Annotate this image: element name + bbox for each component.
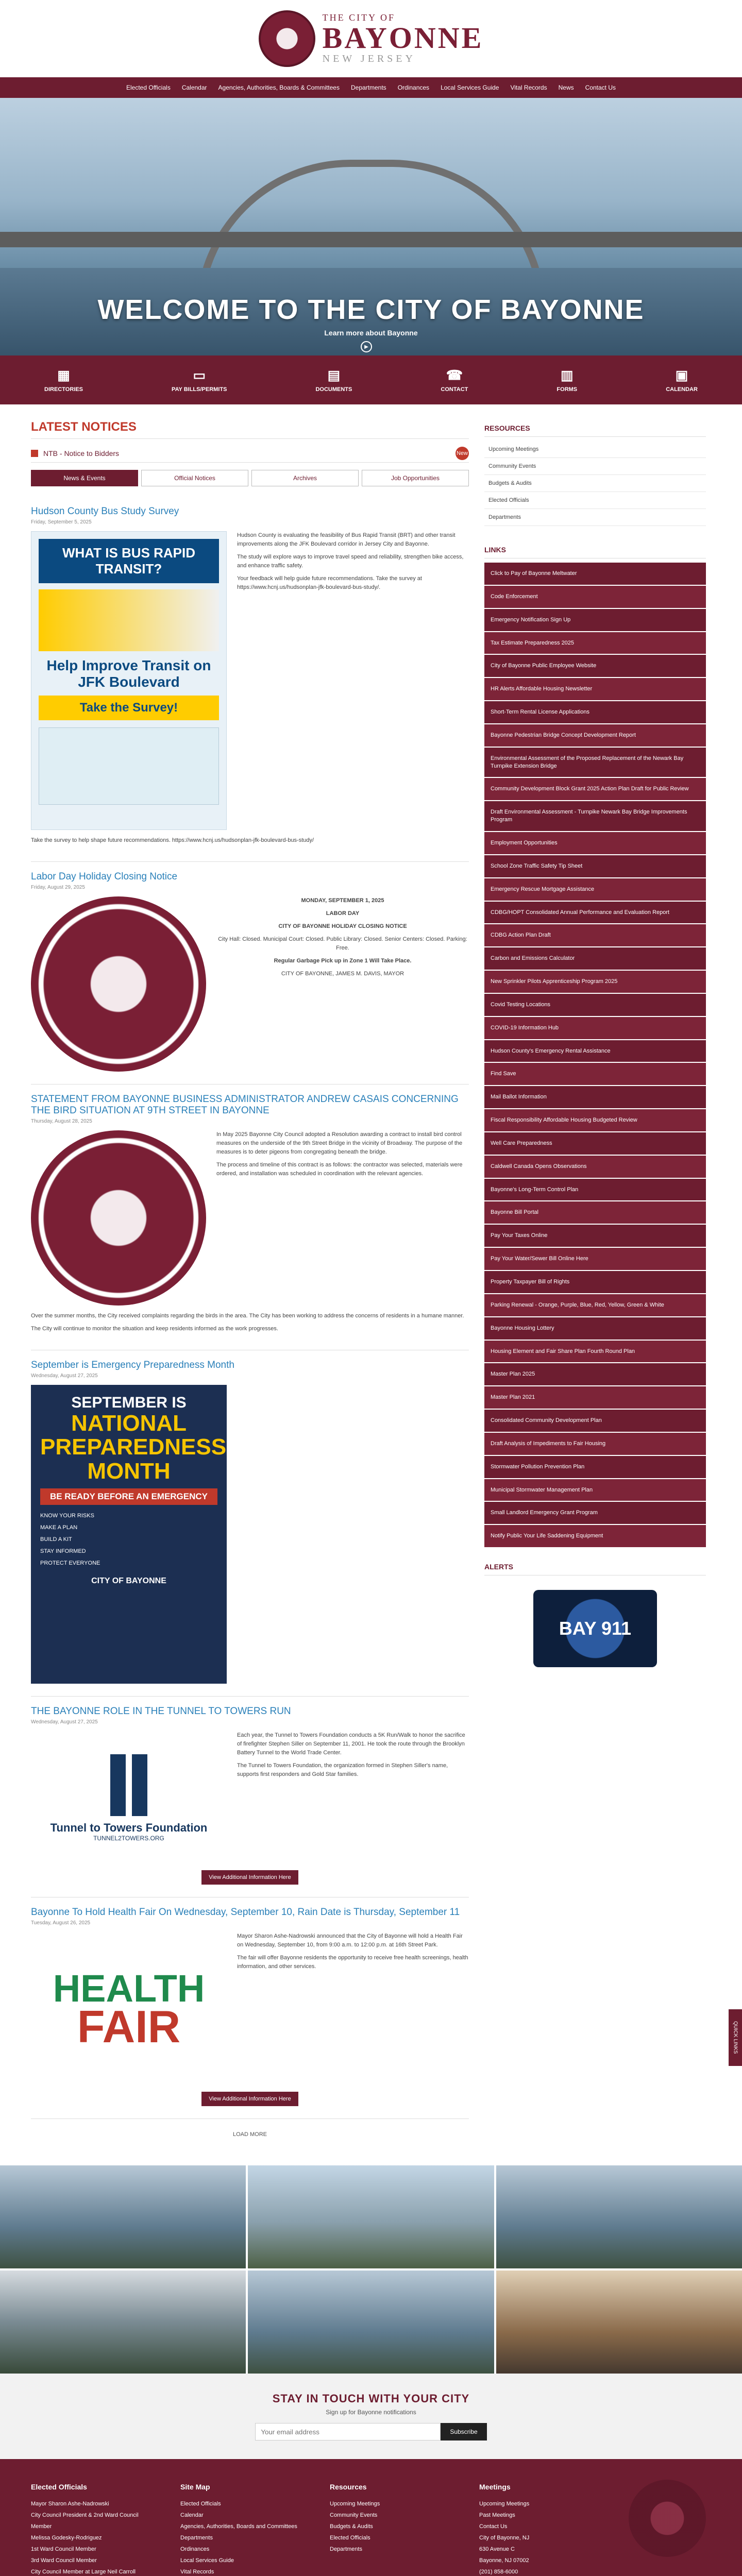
post-date: Wednesday, August 27, 2025 <box>31 1719 98 1725</box>
poster-footer: CITY OF BAYONNE <box>91 1577 166 1586</box>
ticker-badge: New <box>456 447 469 460</box>
quick-links-bar <box>0 355 742 404</box>
footer-col-sitemap <box>180 2480 309 2576</box>
hero-headline: WELCOME TO THE CITY OF BAYONNE <box>97 294 645 325</box>
post-date: Friday, September 5, 2025 <box>31 519 92 525</box>
footer-link[interactable]: 3rd Ward Council Member <box>31 2557 97 2564</box>
post-title[interactable]: Hudson County Bus Study Survey <box>31 506 179 517</box>
sidebar-link[interactable]: Click to Pay of Bayonne Meltwater <box>484 563 706 586</box>
post-paragraph: Each year, the Tunnel to Towers Foundation conducts a 5K Run/Walk to honor the sacrifice of firefighter Stephen Siller on September 11, 2001. He took the route through the Brooklyn Battery Tunnel to the World Trade Center. <box>237 1732 465 1756</box>
quick-documents[interactable]: ▤ DOCUMENTS <box>315 367 352 393</box>
nav-departments[interactable]: Departments <box>350 84 386 91</box>
brt-survey-banner: Take the Survey! <box>39 696 219 720</box>
newsletter-subtitle: Sign up for Bayonne notifications <box>326 2409 416 2416</box>
notice-line: CITY OF BAYONNE, JAMES M. DAVIS, MAYOR <box>281 971 404 977</box>
newsletter-title: STAY IN TOUCH WITH YOUR CITY <box>272 2392 470 2405</box>
sidebar-link[interactable]: Consolidated Community Development Plan <box>484 1410 706 1433</box>
footer-link[interactable]: Elected Officials <box>330 2535 370 2541</box>
quick-contact[interactable]: ☎ CONTACT <box>441 367 468 393</box>
nav-vital-records[interactable]: Vital Records <box>510 84 547 91</box>
sidebar-link[interactable]: Municipal Stormwater Management Plan <box>484 1479 706 1502</box>
footer-link[interactable]: Budgets & Audits <box>330 2523 373 2530</box>
post-paragraph: The City will continue to monitor the situation and keep residents informed as the work progresses. <box>31 1326 278 1332</box>
footer-col-resources <box>330 2480 459 2576</box>
notice-line: MONDAY, SEPTEMBER 1, 2025 <box>301 897 384 904</box>
post-paragraph: The process and timeline of this contract is as follows: the contractor was selected, materials were ordered, and installation was scheduled in coordination with the relevant agencies. <box>216 1162 463 1177</box>
post-date: Thursday, August 28, 2025 <box>31 1118 92 1125</box>
footer-col-meetings <box>479 2480 608 2576</box>
sidebar-link[interactable]: New Sprinkler Pilots Apprenticeship Program 2025 <box>484 971 706 994</box>
footer-col-title: Resources <box>330 2483 367 2492</box>
fair-word-fair: FAIR <box>77 2001 181 2052</box>
sidebar-link[interactable]: Covid Testing Locations <box>484 994 706 1017</box>
post-preparedness <box>31 1350 469 1697</box>
gallery-photo[interactable] <box>248 2270 494 2374</box>
sidebar-link[interactable]: Property Taxpayer Bill of Rights <box>484 1271 706 1294</box>
alerts-title: ALERTS <box>484 1558 706 1575</box>
site-header <box>0 0 742 77</box>
footer-address: 630 Avenue C <box>479 2546 515 2553</box>
post-paragraph: The Tunnel to Towers Foundation, the organization formed in Stephen Siller's name, supports first responders and Gold Star families. <box>237 1762 448 1778</box>
logo-title-small: THE CITY OF <box>322 12 395 23</box>
post-paragraph: The study will explore ways to improve travel speed and reliability, strengthen bike access, and enhance traffic safety. <box>237 554 464 569</box>
subscribe-button[interactable]: Subscribe <box>441 2423 486 2441</box>
footer-link[interactable]: Elected Officials <box>180 2501 221 2507</box>
sidebar-link[interactable]: Pay Your Taxes Online <box>484 1225 706 1248</box>
sidebar-link[interactable]: Bayonne Bill Portal <box>484 1201 706 1225</box>
links-list <box>484 563 706 1548</box>
sidebar-link[interactable]: Caldwell Canada Opens Observations <box>484 1156 706 1179</box>
resource-item[interactable]: Upcoming Meetings <box>484 441 706 458</box>
footer-link[interactable]: Calendar <box>180 2512 204 2519</box>
footer-link[interactable]: Mayor Sharon Ashe-Nadrowski <box>31 2501 109 2507</box>
post-paragraph: The fair will offer Bayonne residents the opportunity to receive free health screenings, health information, and other services. <box>237 1955 468 1970</box>
play-icon[interactable]: ▶ <box>361 341 372 352</box>
poster-item: STAY INFORMED <box>40 1548 86 1554</box>
links-title: LINKS <box>484 541 706 558</box>
resources-title: RESOURCES <box>484 420 706 437</box>
sidebar-link[interactable]: CDBG/HOPT Consolidated Annual Performance and Evaluation Report <box>484 902 706 925</box>
calendar-icon: ▣ <box>675 367 688 383</box>
gallery-photo[interactable] <box>248 2165 494 2268</box>
sidebar-link[interactable]: HR Alerts Affordable Housing Newsletter <box>484 678 706 701</box>
photo-gallery <box>0 2165 742 2374</box>
ttt-url: TUNNEL2TOWERS.ORG <box>93 1835 164 1842</box>
city-logo[interactable] <box>259 10 484 67</box>
sidebar-link[interactable]: Employment Opportunities <box>484 832 706 855</box>
footer-link[interactable]: Local Services Guide <box>180 2557 234 2564</box>
quick-pay-bills[interactable]: ▭ PAY BILLS/PERMITS <box>172 367 227 393</box>
post-paragraph: Your feedback will help guide future recommendations. Take the survey at https://www.hcnj.us/hudsonplan-jfk-boulevard-bus-study/. <box>237 575 422 591</box>
site-footer <box>0 2459 742 2576</box>
sidebar-link[interactable]: Master Plan 2025 <box>484 1363 706 1386</box>
email-input[interactable] <box>255 2423 441 2441</box>
gallery-photo[interactable] <box>496 2165 742 2268</box>
post-health-fair <box>31 1897 469 2119</box>
sidebar-link[interactable]: Bayonne's Long-Term Control Plan <box>484 1179 706 1202</box>
gallery-photo[interactable] <box>0 2165 246 2268</box>
poster-line: SEPTEMBER IS <box>71 1394 187 1412</box>
sidebar-link[interactable]: Housing Element and Fair Share Plan Fourth Round Plan <box>484 1341 706 1364</box>
notice-line: LABOR DAY <box>326 910 360 917</box>
sidebar-link[interactable]: Stormwater Pollution Prevention Plan <box>484 1456 706 1479</box>
preparedness-poster <box>31 1385 227 1684</box>
footer-col-title: Meetings <box>479 2483 511 2492</box>
notice-line: City Hall: Closed. Municipal Court: Closed. Public Library: Closed. Senior Centers: Closed. Parking: Free. <box>218 936 467 952</box>
notice-tabs <box>31 470 469 486</box>
post-tunnel-towers <box>31 1697 469 1897</box>
footer-link[interactable]: Departments <box>180 2535 213 2541</box>
phone-icon: ☎ <box>446 367 463 383</box>
more-info-button[interactable]: View Additional Information Here <box>201 2092 298 2106</box>
footer-link[interactable]: Agencies, Authorities, Boards and Committees <box>180 2523 297 2530</box>
city-seal-icon <box>259 10 315 67</box>
sidebar-link[interactable]: Environmental Assessment of the Proposed Replacement of the Newark Bay Turnpike Extension Bridge <box>484 748 706 778</box>
sidebar-link[interactable]: School Zone Traffic Safety Tip Sheet <box>484 855 706 878</box>
logo-state: NEW JERSEY <box>322 53 416 64</box>
post-title[interactable]: Labor Day Holiday Closing Notice <box>31 871 178 883</box>
resource-item[interactable]: Elected Officials <box>484 492 706 509</box>
documents-icon: ▤ <box>327 367 341 383</box>
sidebar-link[interactable]: Small Landlord Emergency Grant Program <box>484 1502 706 1525</box>
poster-item: BUILD A KIT <box>40 1536 72 1543</box>
bay911-alert[interactable] <box>484 1580 706 1677</box>
footer-link[interactable]: Community Events <box>330 2512 378 2519</box>
sidebar-link[interactable]: CDBG Action Plan Draft <box>484 924 706 947</box>
sidebar-link[interactable]: Well Care Preparedness <box>484 1132 706 1156</box>
gallery-photo[interactable] <box>0 2270 246 2374</box>
poster-item: MAKE A PLAN <box>40 1524 78 1531</box>
brt-heading: WHAT IS BUS RAPID TRANSIT? <box>39 539 219 583</box>
post-paragraph: Hudson County is evaluating the feasibility of Bus Rapid Transit (BRT) and other transit improvements along the JFK Boulevard corridor in Jersey City and Bayonne. <box>237 532 456 548</box>
sidebar-link[interactable]: COVID-19 Information Hub <box>484 1017 706 1040</box>
sidebar-link[interactable]: Pay Your Water/Sewer Bill Online Here <box>484 1248 706 1271</box>
nav-local-services[interactable]: Local Services Guide <box>441 84 499 91</box>
footer-link[interactable]: Upcoming Meetings <box>479 2501 530 2507</box>
nav-contact[interactable]: Contact Us <box>585 84 616 91</box>
tab-official-notices[interactable]: Official Notices <box>141 470 248 486</box>
quick-forms[interactable]: ▥ FORMS <box>556 367 578 393</box>
footer-link[interactable]: City Council President & 2nd Ward Council Member <box>31 2512 139 2530</box>
post-date: Tuesday, August 26, 2025 <box>31 1920 91 1926</box>
quick-calendar[interactable]: ▣ CALENDAR <box>666 367 698 393</box>
sidebar-link[interactable]: Bayonne Housing Lottery <box>484 1317 706 1341</box>
nav-agencies[interactable]: Agencies, Authorities, Boards & Committees <box>218 84 340 91</box>
sidebar-link[interactable]: Draft Analysis of Impediments to Fair Housing <box>484 1433 706 1456</box>
sidebar-link[interactable]: Bayonne Pedestrian Bridge Concept Development Report <box>484 724 706 748</box>
footer-link[interactable]: Contact Us <box>479 2523 508 2530</box>
nav-ordinances[interactable]: Ordinances <box>397 84 430 91</box>
resource-item[interactable]: Departments <box>484 509 706 526</box>
footer-link[interactable]: Vital Records <box>180 2569 214 2575</box>
sidebar <box>484 420 706 2150</box>
gallery-photo[interactable] <box>496 2270 742 2374</box>
tab-news-events[interactable]: News & Events <box>31 470 138 486</box>
footer-col-officials <box>31 2480 160 2576</box>
nav-calendar[interactable]: Calendar <box>181 84 207 91</box>
ticker-square-icon <box>31 450 38 457</box>
post-title[interactable]: STATEMENT FROM BAYONNE BUSINESS ADMINISTRATOR ANDREW CASAIS CONCERNING THE BIRD SITUATION AT 9TH STREET IN BAYONNE <box>31 1094 459 1116</box>
post-title[interactable]: Bayonne To Hold Health Fair On Wednesday, September 10, Rain Date is Thursday, September 11 <box>31 1907 460 1918</box>
sidebar-link[interactable]: Tax Estimate Preparedness 2025 <box>484 632 706 655</box>
notice-ticker[interactable] <box>31 444 469 463</box>
sidebar-link[interactable]: Fiscal Responsibility Affordable Housing Budgeted Review <box>484 1109 706 1132</box>
post-date: Friday, August 29, 2025 <box>31 885 85 891</box>
resources-list <box>484 441 706 526</box>
footer-col-title: Elected Officials <box>31 2483 87 2492</box>
quick-links-side-tab[interactable]: QUICK LINKS <box>729 2009 742 2066</box>
city-seal-image <box>31 896 206 1072</box>
bay911-badge: BAY 911 <box>533 1590 657 1667</box>
sidebar-link[interactable]: Emergency Notification Sign Up <box>484 609 706 632</box>
nav-elected-officials[interactable]: Elected Officials <box>126 84 171 91</box>
footer-seal <box>629 2480 711 2576</box>
more-info-button[interactable]: View Additional Information Here <box>201 1870 298 1885</box>
poster-item: PROTECT EVERYONE <box>40 1560 100 1567</box>
tab-job-opportunities[interactable]: Job Opportunities <box>362 470 469 486</box>
quick-directories[interactable]: ▦ DIRECTORIES <box>44 367 83 393</box>
footer-address: City of Bayonne, NJ <box>479 2535 530 2541</box>
footer-link[interactable]: 1st Ward Council Member <box>31 2546 96 2553</box>
post-labor-day <box>31 862 469 1084</box>
footer-address: Bayonne, NJ 07002 <box>479 2557 529 2564</box>
post-paragraph: Mayor Sharon Ashe-Nadrowski announced that the City of Bayonne will hold a Health Fair on Wednesday, September 10, from 9:00 a.m. to 12:00 p.m. at 16th Street Park. <box>237 1933 463 1948</box>
poster-headline: NATIONAL PREPAREDNESS MONTH <box>40 1411 227 1484</box>
sidebar-link[interactable]: Code Enforcement <box>484 586 706 609</box>
post-title[interactable]: September is Emergency Preparedness Month <box>31 1360 234 1371</box>
sidebar-link[interactable]: Community Development Block Grant 2025 Action Plan Draft for Public Review <box>484 778 706 801</box>
sidebar-link[interactable]: Carbon and Emissions Calculator <box>484 947 706 971</box>
brt-heading-2: Help Improve Transit on JFK Boulevard <box>46 657 211 690</box>
footer-link[interactable]: Departments <box>330 2546 362 2553</box>
sidebar-link[interactable]: Notify Public Your Life Saddening Equipment <box>484 1525 706 1548</box>
sidebar-link[interactable]: City of Bayonne Public Employee Website <box>484 655 706 678</box>
brt-flyer-image <box>31 531 227 830</box>
notice-line: Regular Garbage Pick up in Zone 1 Will Take Place. <box>274 958 412 964</box>
footer-link[interactable]: Melissa Godesky-Rodriguez <box>31 2535 102 2541</box>
ticker-text[interactable]: NTB - Notice to Bidders <box>43 449 120 457</box>
notices-title: LATEST NOTICES <box>31 420 469 439</box>
post-bus-study <box>31 497 469 862</box>
sidebar-link[interactable]: Draft Environmental Assessment - Turnpike Newark Bay Bridge Improvements Program <box>484 801 706 832</box>
sidebar-link[interactable]: Find Save <box>484 1063 706 1086</box>
sidebar-link[interactable]: Emergency Rescue Mortgage Assistance <box>484 878 706 902</box>
notice-line: CITY OF BAYONNE HOLIDAY CLOSING NOTICE <box>278 923 407 930</box>
city-seal-icon <box>629 2480 706 2557</box>
footer-phone[interactable]: (201) 858-6000 <box>479 2569 518 2575</box>
resource-item[interactable]: Community Events <box>484 458 706 475</box>
sidebar-link[interactable]: Master Plan 2021 <box>484 1386 706 1410</box>
ttt-name: Tunnel to Towers Foundation <box>50 1821 208 1835</box>
footer-link[interactable]: City Council Member at Large Neil Carroll <box>31 2569 136 2575</box>
hero-banner <box>0 98 742 355</box>
city-seal-image <box>31 1130 206 1306</box>
notices-column <box>31 420 469 2150</box>
load-more-button[interactable]: LOAD MORE <box>232 2131 267 2138</box>
post-date: Wednesday, August 27, 2025 <box>31 1373 98 1379</box>
bridge-deck <box>0 232 742 247</box>
post-bird-statement <box>31 1084 469 1350</box>
newsletter-signup <box>0 2374 742 2459</box>
poster-item: KNOW YOUR RISKS <box>40 1512 94 1519</box>
footer-link[interactable]: Ordinances <box>180 2546 210 2553</box>
building-icon: ▦ <box>57 367 70 383</box>
corridor-map <box>39 727 219 805</box>
post-title[interactable]: THE BAYONNE ROLE IN THE TUNNEL TO TOWERS RUN <box>31 1706 291 1717</box>
sidebar-link[interactable]: Hudson County's Emergency Rental Assistance <box>484 1040 706 1063</box>
tab-archives[interactable]: Archives <box>251 470 359 486</box>
health-fair-graphic <box>31 1932 227 2087</box>
sidebar-link[interactable]: Mail Ballot Information <box>484 1086 706 1109</box>
nav-news[interactable]: News <box>558 84 574 91</box>
towers-icon <box>98 1754 160 1816</box>
sidebar-link[interactable]: Short-Term Rental License Applications <box>484 701 706 724</box>
post-paragraph: Over the summer months, the City received complaints regarding the birds in the area. The City has been working to address the concerns of residents in a humane manner. <box>31 1313 464 1319</box>
poster-banner: BE READY BEFORE AN EMERGENCY <box>40 1488 217 1505</box>
logo-title-big: BAYONNE <box>322 21 484 55</box>
resource-item[interactable]: Budgets & Audits <box>484 475 706 492</box>
hero-learn-link[interactable]: Learn more about Bayonne <box>324 329 418 337</box>
tunnel-towers-logo <box>31 1731 227 1865</box>
main-nav <box>0 77 742 98</box>
footer-link[interactable]: Past Meetings <box>479 2512 515 2519</box>
post-paragraph: Take the survey to help shape future recommendations. https://www.hcnj.us/hudsonplan-jfk-boulevard-bus-study/ <box>31 837 314 843</box>
payment-icon: ▭ <box>193 367 206 383</box>
forms-icon: ▥ <box>561 367 574 383</box>
footer-link[interactable]: Upcoming Meetings <box>330 2501 380 2507</box>
fair-word-health: HEALTH <box>53 1967 205 2010</box>
post-paragraph: In May 2025 Bayonne City Council adopted a Resolution awarding a contract to install bird control measures on the underside of the 9th Street Bridge in the vicinity of Broadway. The purpose of the measures is to deter pigeons from congregating beneath the bridge. <box>216 1131 463 1156</box>
bus-image <box>39 589 219 651</box>
footer-col-title: Site Map <box>180 2483 210 2492</box>
sidebar-link[interactable]: Parking Renewal - Orange, Purple, Blue, Red, Yellow, Green & White <box>484 1294 706 1317</box>
